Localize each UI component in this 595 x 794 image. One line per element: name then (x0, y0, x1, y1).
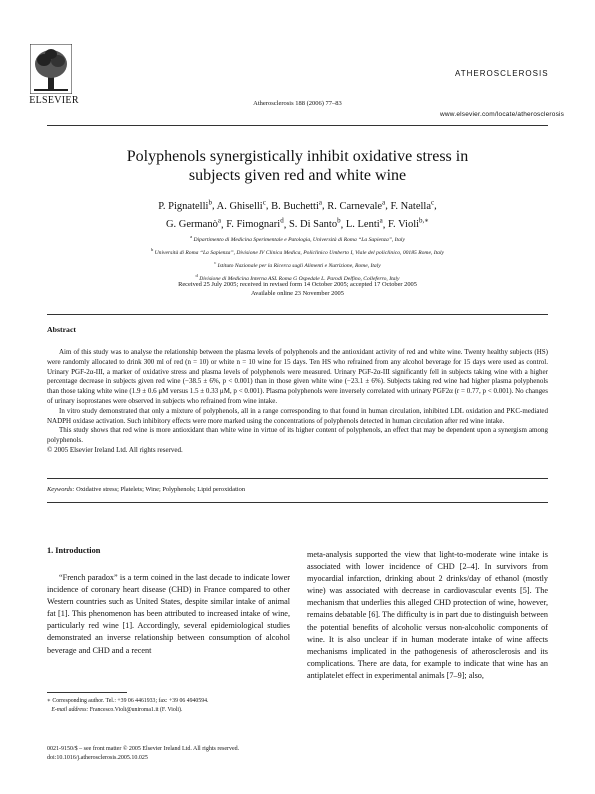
affiliation: $^d$ Divisione di Medicina Interna ASL Roma G Ospedale L. Parodi Delfino, Colleferro, Italy (195, 272, 400, 282)
footnote-divider (47, 692, 127, 693)
article-dates (0, 280, 595, 298)
author[interactable]: F. Fimognari$^d$ (226, 216, 284, 230)
journal-reference: Atherosclerosis 188 (2006) 77–83 (253, 100, 342, 107)
title-line-2: subjects given red and white wine (188, 167, 407, 184)
email-line: E-mail address: Francesco.Violi@uniroma1.it (F. Violi). (51, 707, 183, 713)
author-corresponding[interactable]: F. Violi$^{b,∗}$ (388, 216, 430, 230)
abstract-top-divider (47, 314, 548, 315)
author-row-2: G. Germanò$^a$, F. Fimognari$^d$, S. Di Santo$^b$, L. Lenti$^a$, F. Violi$^{b,∗}$ (165, 216, 430, 230)
author[interactable]: A. Ghiselli$^c$ (216, 198, 266, 212)
keywords-top-divider (47, 478, 548, 479)
corresponding-author-footnote (47, 697, 290, 715)
abstract-paragraph: In vitro study demonstrated that only a mixture of polyphenols, all in a range corresponding to that found in human circulation, inhibited LDL oxidation and PKC-mediated NADPH oxidase activation. Such inhibitory effects were more marked using the concentrations of polyphenols detected in human circulation after red wine intake. (47, 406, 548, 425)
keywords-list: Oxidative stress; Platelets; Wine; Polyphenols; Lipid peroxidation (76, 486, 246, 493)
affiliation: $^c$ Istituto Nazionale per la Ricerca sugli Alimenti e Nutrizione, Rome, Italy (214, 259, 381, 269)
keywords-label: Keywords: (47, 486, 75, 493)
abstract-paragraph: Aim of this study was to analyse the relationship between the plasma levels of polyphenols and the antioxidant activity of red and white wine. Twenty healthy subjects (HS) were randomly allocated to drink 300 ml of red (n = 10) or white n = 10 wine for 15 days. Ten HS who refrained from any alcohol beverage for 15 days were used as control. Urinary PGF-2α-III, a marker of oxidative stress and plasma levels of polyphenols were measured. Urinary PGF-2α-III significantly fell in subjects taking wine with a higher percentage decrease in subjects given red wine (−38.5 ± 6%, p < 0.001) than in those given white wine (−23.1 ± 6%). Subjects taking red wine had higher plasma polyphenols than those taking white wine (1.9 ± 0.6 μM versus 1.5 ± 0.33 μM, p < 0.001). Plasma polyphenols were inversely correlated with urinary PGF2α (r = 0.77, p < 0.001). No changes of urinary isoprostanes were observed in subjects who refrained from wine intake. (47, 348, 548, 405)
issn-line: 0021-9150/$ – see front matter © 2005 Elsevier Ireland Ltd. All rights reserved. (47, 746, 240, 752)
doi-link[interactable]: doi:10.1016/j.atherosclerosis.2005.10.025 (47, 755, 148, 761)
author[interactable]: G. Germanò$^a$ (165, 216, 221, 230)
author[interactable]: B. Buchetti$^a$ (271, 198, 323, 212)
affiliation: $^b$ Università di Roma “La Sapienza”, Divisione IV Clinica Medica, Policlinico Umberto I, Viale del policlinico, 00185 Rome, Italy (150, 246, 445, 256)
journal-name: ATHEROSCLEROSIS (455, 69, 549, 78)
available-online-date: Available online 23 November 2005 (251, 290, 344, 297)
author[interactable]: F. Natella$^c$ (390, 198, 435, 212)
author-list (40, 195, 555, 232)
body-column-right (307, 549, 548, 682)
article-title (0, 147, 595, 185)
keywords-bottom-divider (47, 502, 548, 503)
title-line-1: Polyphenols synergistically inhibit oxidative stress in (126, 148, 469, 165)
author[interactable]: L. Lenti$^a$ (345, 216, 383, 230)
body-paragraph: “French paradox” is a term coined in the last decade to indicate lower incidence of coronary heart disease (CHD) in France compared to other Western countries such as United States, despite similar intake of animal fat [1]. This phenomenon has been attributed to increased intake of wine, particularly red wine [1]. Accordingly, several epidemiological studies demonstrated an inverse relationship between consumption of alcohol beverage and CHD and a recent (47, 573, 290, 655)
elsevier-tree-logo (30, 44, 72, 94)
affiliation-list (40, 232, 555, 283)
abstract-heading: Abstract (47, 325, 77, 334)
author-row-1: P. Pignatelli$^b$, A. Ghiselli$^c$, B. Buchetti$^a$, R. Carnevale$^a$, F. Natella$^c$, (158, 198, 437, 212)
received-dates: Received 25 July 2005; received in revised form 14 October 2005; accepted 17 October 2005 (178, 281, 417, 288)
abstract-body (47, 348, 548, 456)
section-heading-introduction: 1. Introduction (47, 546, 101, 555)
author[interactable]: P. Pignatelli$^b$ (158, 198, 212, 212)
author[interactable]: S. Di Santo$^b$ (288, 216, 341, 230)
keywords (47, 486, 548, 493)
corresponding-contact: ∗ Corresponding author. Tel.: +39 06 4461933; fax: +39 06 4940594. (47, 698, 209, 704)
author[interactable]: R. Carnevale$^a$ (327, 198, 386, 212)
header-divider (47, 125, 548, 126)
issn-doi-block (47, 745, 347, 763)
copyright-notice: © 2005 Elsevier Ireland Ltd. All rights reserved. (47, 445, 183, 454)
body-paragraph: meta-analysis supported the view that light-to-moderate wine intake is associated with lower incidence of CHD [2–4]. In survivors from myocardial infarction, drinking about 2 drinks/day of ethanol (mostly wine) was associated with decrease in cardiovascular events [5]. The mechanism that underlies this alleged CHD protection of wine, however, remains debatable [6]. The difficulty is in part due to distinguish between the potential benefits of alcoholic versus non-alcoholic components of wine. It is also unclear if in human moderate intake of wine affects mechanisms implicated in the pathogenesis of atherosclerosis and its complications. There are data, for example to indicate that wine has an antiplatelet effect in experimental animals [7–9]; also, (307, 550, 548, 680)
journal-url-link[interactable]: www.elsevier.com/locate/atherosclerosis (440, 111, 565, 118)
affiliation: $^a$ Dipartimento di Medicina Sperimentale e Patologia, Università di Roma “La Sapienza”, Italy (190, 234, 405, 243)
body-column-left (47, 572, 290, 657)
abstract-paragraph: This study shows that red wine is more antioxidant than white wine in virtue of its higher content of polyphenols, an effect that may be dependent upon a synergism among polyphenols. (47, 426, 548, 445)
email-link[interactable]: Francesco.Violi@uniroma1.it (F. Violi). (89, 707, 183, 713)
publisher-name: ELSEVIER (29, 95, 79, 106)
